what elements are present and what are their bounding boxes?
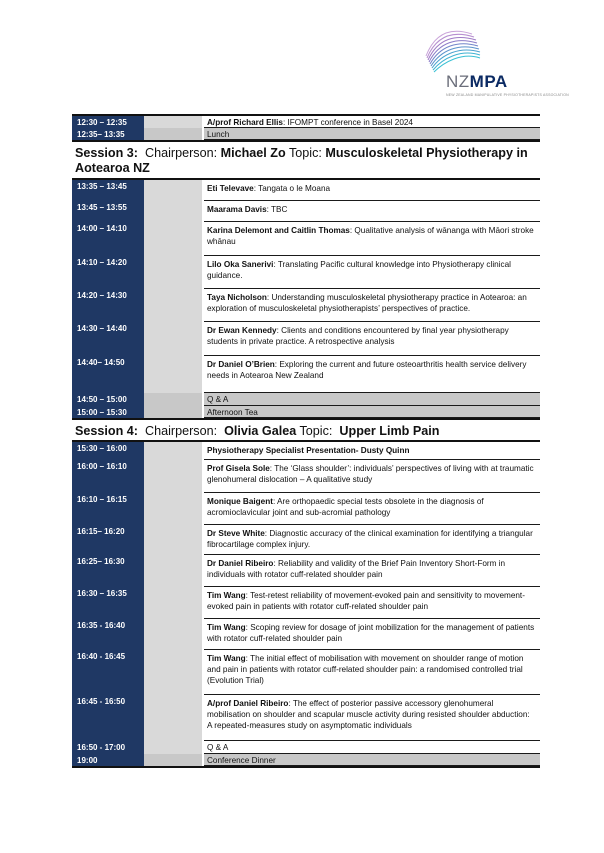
schedule-row: [72, 493, 540, 525]
schedule-row: [72, 256, 540, 289]
row-time: 16:35 - 16:40: [72, 619, 144, 650]
schedule-row: [72, 587, 540, 619]
row-time: 14:30 – 14:40: [72, 322, 144, 356]
schedule-row: [72, 393, 540, 406]
row-title: : Clients and conditions encountered by final year physiotherapy students in private practice. A retrospective analysis: [207, 326, 509, 347]
row-title: : Are orthopaedic special tests obsolete in the diagnosis of acromioclavicular joint and sub-acromial pathology: [207, 497, 484, 518]
row-title: : Diagnostic accuracy of the clinical examination for identifying a triangular fibrocartilage complex injury.: [207, 529, 533, 550]
schedule-row: [72, 460, 540, 493]
schedule-row: [72, 695, 540, 741]
nzmpa-logo: [416, 26, 569, 108]
row-title: : Test-retest reliability of movement-evoked pain and sensitivity to movement-evoked pain in patients with rotator cuff-related shoulder pain: [207, 591, 525, 612]
table-rule: [72, 418, 540, 420]
row-time: 14:50 – 15:00: [72, 393, 144, 406]
session-3-heading: Session 3: Chairperson: Michael Zo Topic: Musculoskeletal Physiotherapy in Aotearoa NZ: [75, 146, 528, 175]
row-title: : IFOMPT conference in Basel 2024: [282, 118, 413, 127]
logo-tagline: NEW ZEALAND MANIPULATIVE PHYSIOTHERAPISTS ASSOCIATION: [446, 93, 569, 97]
schedule-row: [72, 741, 540, 754]
row-time: 16:45 - 16:50: [72, 695, 144, 741]
row-speaker: Tim Wang: [207, 591, 246, 600]
row-speaker: Dr Ewan Kennedy: [207, 326, 277, 335]
row-time: 16:10 – 16:15: [72, 493, 144, 525]
row-time: 15:30 – 16:00: [72, 442, 144, 460]
schedule-row: [72, 201, 540, 222]
row-time: 16:00 – 16:10: [72, 460, 144, 493]
row-time: 13:35 – 13:45: [72, 180, 144, 201]
row-title: : The initial effect of mobilisation with movement on shoulder range of motion and pain in patients with rotator cuff-related shoulder pain: a randomised controlled trial (Evolution Trial): [207, 654, 524, 686]
row-title: : TBC: [266, 205, 288, 214]
table-rule: [72, 766, 540, 768]
row-speaker: Tim Wang: [207, 654, 246, 663]
row-time: 14:10 – 14:20: [72, 256, 144, 289]
row-speaker: Eti Televave: [207, 184, 254, 193]
row-title: : Scoping review for dosage of joint mobilization for the management of patients with rotator cuff-related shoulder pain: [207, 623, 535, 644]
row-title: : Translating Pacific cultural knowledge into Physiotherapy clinical guidance.: [207, 260, 511, 281]
row-speaker: Prof Gisela Sole: [207, 464, 270, 473]
row-time: 16:15– 16:20: [72, 525, 144, 555]
row-title: : Qualitative analysis of wānanga with Māori stroke whānau: [207, 226, 534, 247]
row-time: 14:00 – 14:10: [72, 222, 144, 256]
row-time: 16:40 - 16:45: [72, 650, 144, 695]
row-speaker: Dr Daniel Ribeiro: [207, 559, 274, 568]
row-speaker: Monique Baigent: [207, 497, 273, 506]
row-title: Conference Dinner: [204, 754, 540, 766]
row-speaker: Tim Wang: [207, 623, 246, 632]
schedule-row: [72, 222, 540, 256]
row-speaker: Dr Steve White: [207, 529, 265, 538]
schedule-row: [72, 555, 540, 587]
session-4-heading: Session 4: Chairperson: Olivia Galea Topic: Upper Limb Pain: [75, 424, 440, 438]
table-rule: [72, 140, 540, 142]
row-title: : The ‘Glass shoulder’: individuals’ perspectives of living with at traumatic glenohumeral dislocation – A qualitative study: [207, 464, 534, 485]
row-speaker: A/prof Daniel Ribeiro: [207, 699, 289, 708]
row-time: 14:40– 14:50: [72, 356, 144, 393]
row-speaker: Dr Daniel O’Brien: [207, 360, 275, 369]
schedule-row: [72, 128, 540, 140]
row-speaker: A/prof Richard Ellis: [207, 118, 283, 127]
row-time: 12:30 – 12:35: [72, 116, 144, 128]
schedule-row: [72, 180, 540, 201]
row-time: 19:00: [72, 754, 144, 766]
row-time: 16:25– 16:30: [72, 555, 144, 587]
schedule-row: [72, 356, 540, 393]
logo-wave-graphic: [422, 26, 482, 74]
row-speaker: Physiotherapy Specialist Presentation- Dusty Quinn: [207, 446, 410, 455]
row-speaker: Lilo Oka Sanerivi: [207, 260, 274, 269]
schedule-row: [72, 322, 540, 356]
row-title: Q & A: [204, 393, 540, 406]
row-title: : Reliability and validity of the Brief Pain Inventory Short-Form in individuals with rotator cuff-related shoulder pain: [207, 559, 506, 580]
row-speaker: Maarama Davis: [207, 205, 267, 214]
row-title: : Understanding musculoskeletal physiotherapy practice in Aotearoa: an exploration of musculoskeletal physiotherapists’ perspectives of practice.: [207, 293, 527, 314]
row-speaker: Taya Nicholson: [207, 293, 267, 302]
schedule-row: [72, 289, 540, 322]
schedule-row: [72, 406, 540, 418]
schedule-row: [72, 116, 540, 128]
schedule-row: [72, 650, 540, 695]
row-time: 12:35– 13:35: [72, 128, 144, 140]
row-title: Q & A: [204, 741, 540, 754]
row-time: 16:50 - 17:00: [72, 741, 144, 754]
row-title: : Exploring the current and future osteoarthritis health service delivery needs in Aotearoa New Zealand: [207, 360, 527, 381]
row-title: Lunch: [204, 128, 540, 140]
row-title: : The effect of posterior passive accessory glenohumeral mobilisation on shoulder and scapular muscle activity during resisted shoulder abduction: A repeated-measures study on asymptomatic individuals: [207, 699, 530, 731]
row-time: 13:45 – 13:55: [72, 201, 144, 222]
schedule-row: [72, 442, 540, 460]
logo-wordmark: NZMPA: [446, 72, 508, 91]
row-time: 16:30 – 16:35: [72, 587, 144, 619]
row-time: 14:20 – 14:30: [72, 289, 144, 322]
row-title: : Tangata o le Moana: [253, 184, 331, 193]
row-time: 15:00 – 15:30: [72, 406, 144, 418]
row-title: Afternoon Tea: [204, 406, 540, 418]
schedule-row: [72, 525, 540, 555]
schedule-row: [72, 754, 540, 766]
schedule-row: [72, 619, 540, 650]
row-speaker: Karina Delemont and Caitlin Thomas: [207, 226, 350, 235]
